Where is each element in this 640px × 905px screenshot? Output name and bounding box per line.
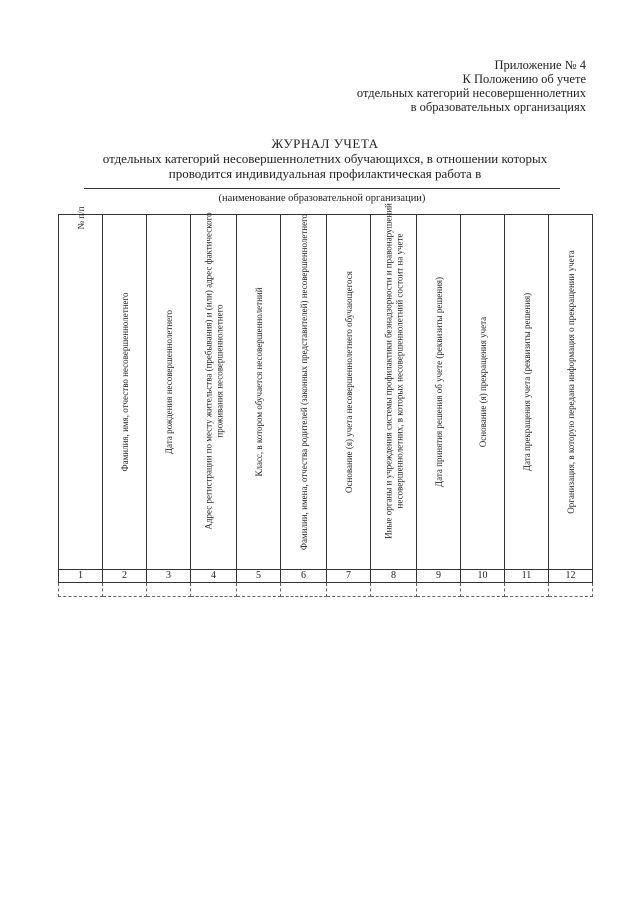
header-cell (371, 203, 417, 570)
table-cell (371, 583, 417, 597)
appendix-line-2: К Положению об учете (462, 72, 586, 86)
column-number: 2 (103, 570, 147, 583)
column-number: 4 (191, 570, 237, 583)
table-cell (147, 583, 191, 597)
column-number: 7 (327, 570, 371, 583)
table-cell (103, 583, 147, 597)
journal-title-line-2: отдельных категорий несовершеннолетних обучающихся, в отношении которых (102, 151, 548, 166)
header-cell (59, 206, 103, 570)
header-cell (147, 215, 191, 570)
table-cell (549, 583, 593, 597)
table-number-row (59, 570, 593, 583)
column-number: 12 (549, 570, 593, 583)
appendix-line-1: Приложение № 4 (494, 58, 586, 72)
table-cell (191, 583, 237, 597)
column-number: 3 (147, 570, 191, 583)
header-text: Фамилия, имя, отчество несовершеннолетнего (119, 292, 130, 471)
header-text: Класс, в котором обучается несовершеннолетний (253, 286, 264, 477)
journal-title-main: ЖУРНАЛ УЧЕТА (271, 136, 379, 151)
header-text: Фамилии, имена, отчества родителей (законных представителей) несовершеннолетнего (298, 213, 309, 550)
column-number: 11 (505, 570, 549, 583)
table-cell (327, 583, 371, 597)
table-cell (461, 583, 505, 597)
header-cell (327, 215, 371, 570)
header-text: Иные органы и учреждения системы профилактики безнадзорности и правонарушений несовершеннолетних, в которых несовершеннолетний состоит на учете (383, 203, 404, 539)
journal-title-line-3: проводится индивидуальная профилактическая работа в (168, 166, 482, 181)
table-cell (59, 583, 103, 597)
table-cell (237, 583, 281, 597)
header-text: Дата рождения несовершеннолетнего (163, 309, 174, 454)
header-cell (505, 215, 549, 570)
header-text: Дата прекращения учета (реквизиты решения) (521, 292, 532, 471)
column-number: 8 (371, 570, 417, 583)
table-header-row (59, 215, 593, 570)
table-cell (417, 583, 461, 597)
header-cell (549, 215, 593, 570)
column-number: 5 (237, 570, 281, 583)
header-cell (281, 215, 327, 570)
header-text: Адрес регистрации по месту жительства (пребывания) и (или) адрес фактического проживания несовершеннолетнего (203, 212, 224, 530)
appendix-line-4: в образовательных организациях (410, 100, 586, 114)
column-number: 1 (59, 570, 103, 583)
header-cell (417, 215, 461, 570)
header-text: Основание (я) прекращения учета (477, 316, 488, 447)
column-number: 9 (417, 570, 461, 583)
column-number: 6 (281, 570, 327, 583)
header-text: № п/п (75, 206, 86, 229)
organization-caption: (наименование образовательной организации) (218, 193, 426, 204)
table-cell (505, 583, 549, 597)
journal-title (90, 136, 560, 181)
journal-table (58, 203, 593, 597)
table-row (59, 583, 593, 597)
header-text: Организация, в которую передана информация о прекращении учета (565, 249, 576, 514)
header-cell (191, 212, 237, 570)
header-text: Основание (я) учета несовершеннолетнего обучающегося (343, 270, 354, 493)
table-cell (281, 583, 327, 597)
organization-name-line (84, 188, 560, 189)
header-cell (461, 215, 505, 570)
header-cell (237, 215, 281, 570)
column-number: 10 (461, 570, 505, 583)
appendix-block (357, 58, 586, 114)
header-cell (103, 215, 147, 570)
appendix-line-3: отдельных категорий несовершеннолетних (356, 86, 586, 100)
header-text: Дата принятия решения об учете (реквизиты решения) (433, 276, 444, 487)
